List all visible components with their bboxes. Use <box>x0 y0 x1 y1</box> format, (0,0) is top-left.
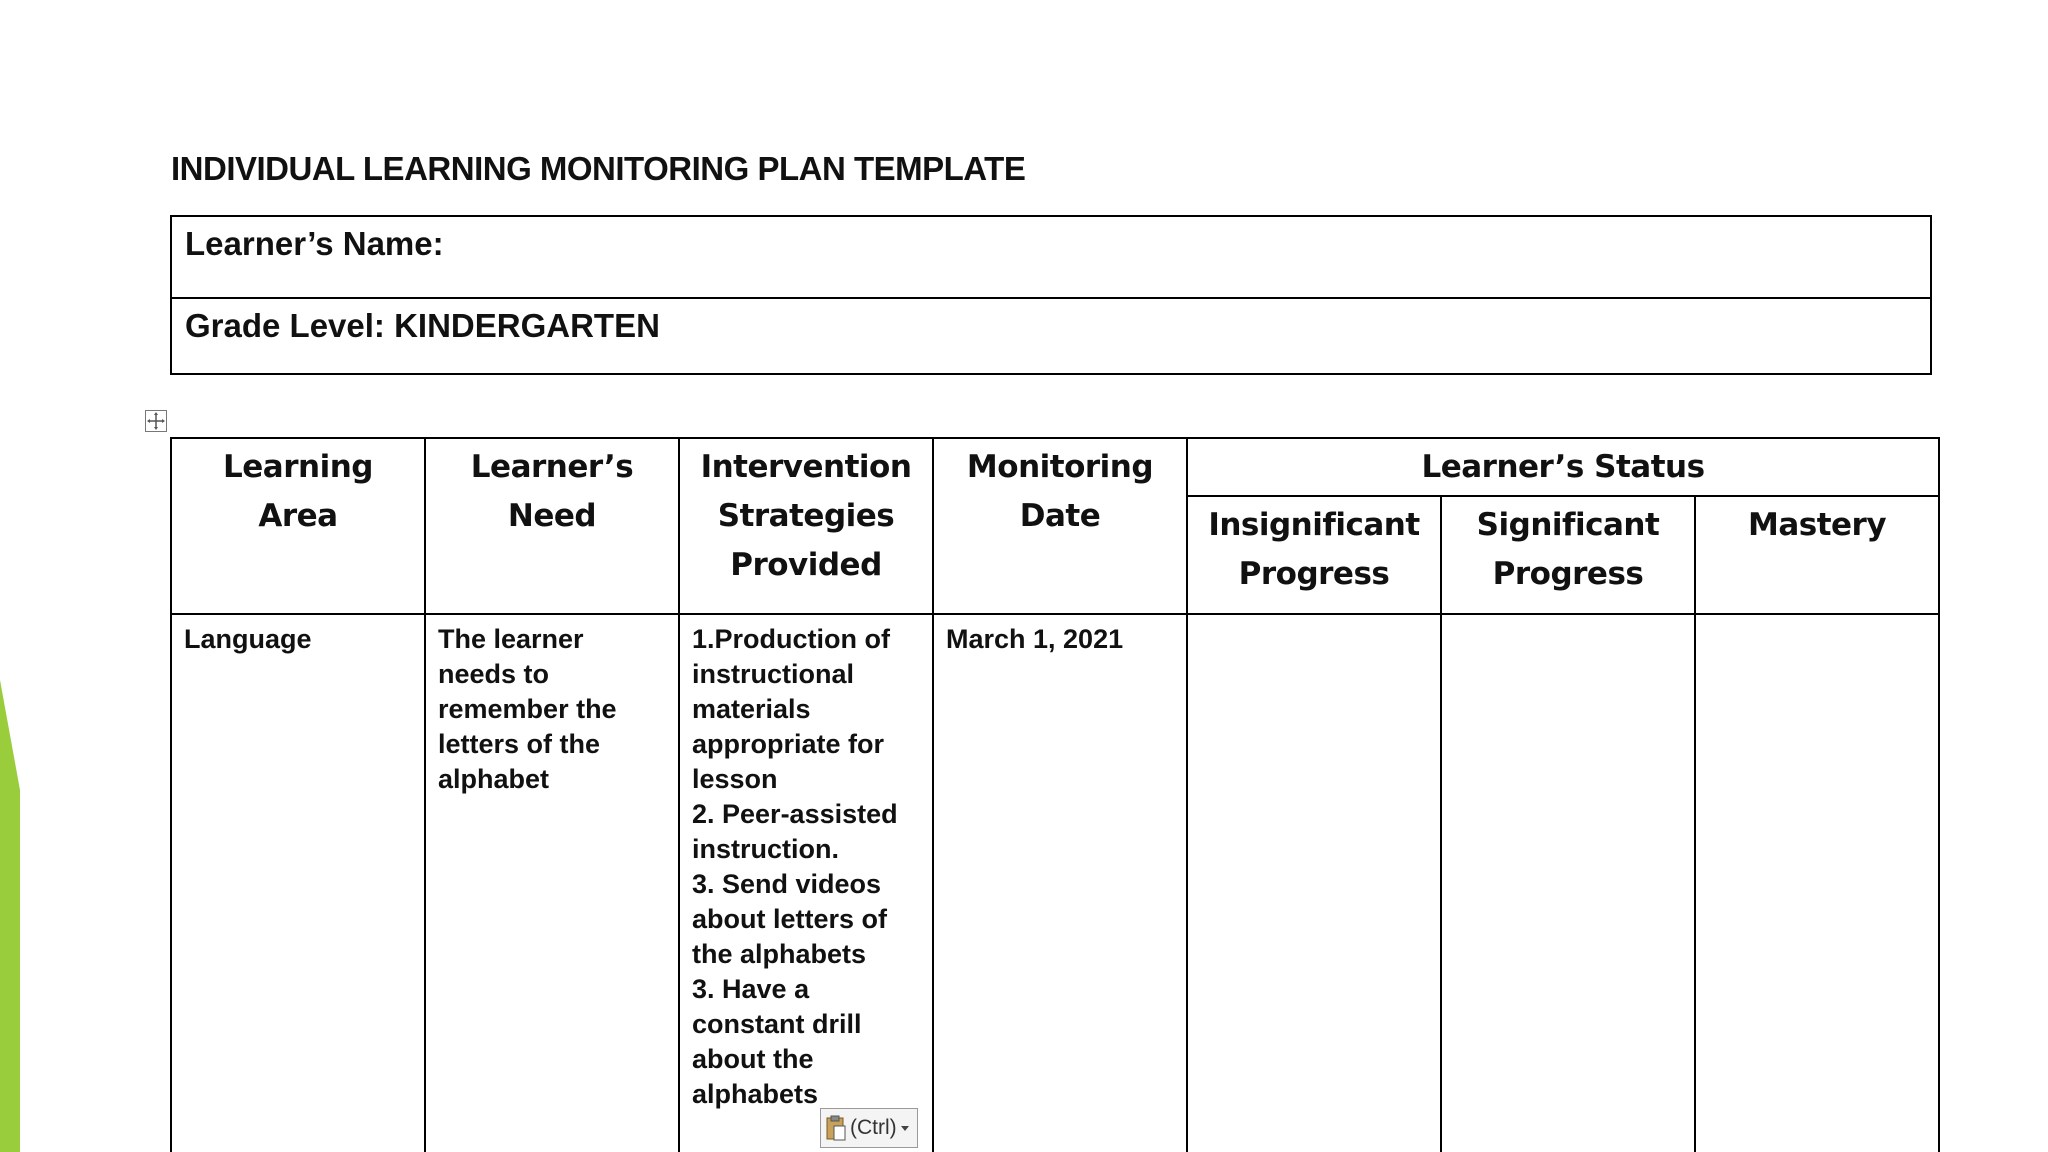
document-title: INDIVIDUAL LEARNING MONITORING PLAN TEMPLATE <box>171 150 1026 187</box>
paste-options-label: (Ctrl) <box>850 1116 897 1139</box>
header-significant-progress: Significant Progress <box>1441 496 1695 614</box>
grade-level-label: Grade Level: KINDERGARTEN <box>185 307 660 344</box>
table-move-handle-icon[interactable] <box>145 410 167 432</box>
cell-monitoring-date[interactable]: March 1, 2021 <box>933 614 1187 1152</box>
cell-significant-progress[interactable] <box>1441 614 1695 1152</box>
learner-name-label: Learner’s Name: <box>185 225 444 262</box>
table-row <box>171 614 1939 1152</box>
cell-learners-need[interactable]: The learner needs to remember the letters of the alphabet <box>425 614 679 1152</box>
cell-learning-area[interactable]: Language <box>171 614 425 1152</box>
grade-level-row[interactable] <box>172 299 1930 375</box>
learner-name-row[interactable] <box>172 217 1930 299</box>
header-learners-status: Learner’s Status <box>1187 438 1939 496</box>
strategy-item: 1.Production of instructional materials appropriate for lesson <box>692 624 890 794</box>
cell-mastery[interactable] <box>1695 614 1939 1152</box>
paste-options-button[interactable] <box>820 1108 918 1148</box>
monitoring-plan-table <box>170 437 1940 1152</box>
header-mastery: Mastery <box>1695 496 1939 614</box>
header-intervention-strategies: Intervention Strategies Provided <box>679 438 933 614</box>
header-insignificant-progress: Insignificant Progress <box>1187 496 1441 614</box>
strategy-item: 2. Peer-assisted instruction. <box>692 799 898 864</box>
strategy-item: 3. Have a constant drill about the alphabets <box>692 974 862 1109</box>
header-monitoring-date: Monitoring Date <box>933 438 1187 614</box>
cell-insignificant-progress[interactable] <box>1187 614 1441 1152</box>
header-learning-area: Learning Area <box>171 438 425 614</box>
clipboard-icon <box>825 1114 847 1142</box>
strategy-item: 3. Send videos about letters of the alphabets <box>692 869 888 969</box>
header-learners-need: Learner’s Need <box>425 438 679 614</box>
caret-down-icon <box>900 1124 910 1132</box>
cell-strategies[interactable] <box>679 614 933 1152</box>
learner-info-box <box>170 215 1932 375</box>
